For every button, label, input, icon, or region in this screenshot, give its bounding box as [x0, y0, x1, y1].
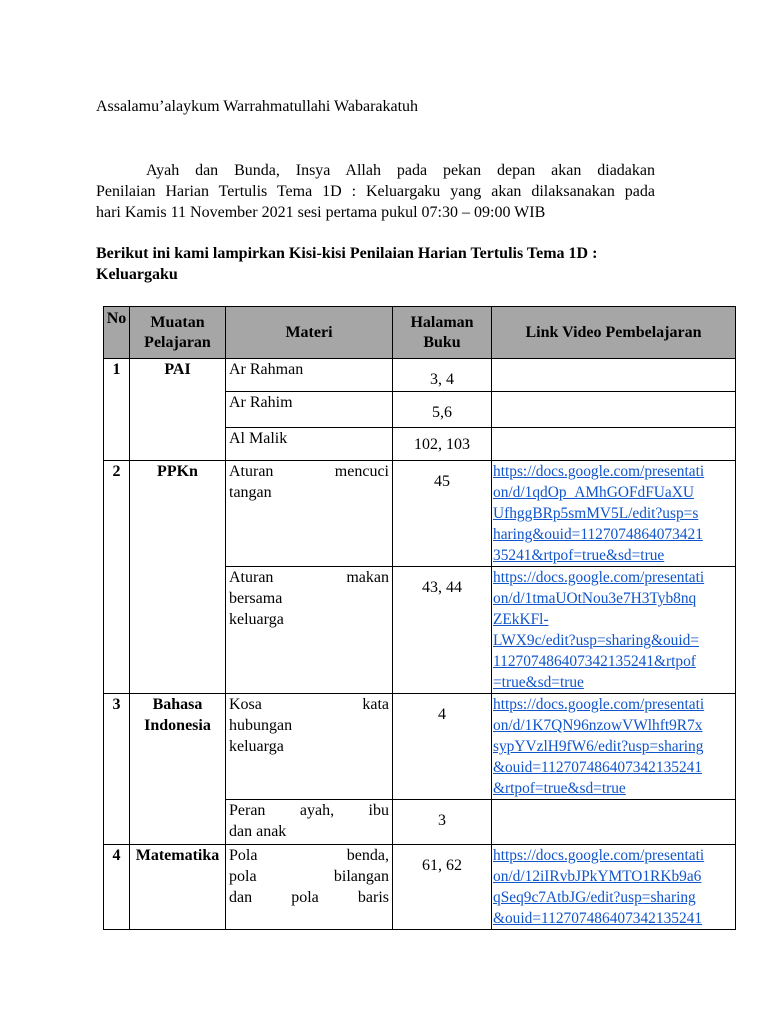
link-line: haring&ouid=1127074864073421: [493, 526, 703, 543]
materi-cell: [226, 567, 393, 694]
materi-line: Ar Rahim: [229, 394, 293, 411]
link-line: on/d/12iIRvbJPkYMTO1RKb9a6: [493, 868, 702, 885]
materi-cell: [226, 461, 393, 567]
header-link: Link Video Pembelajaran: [492, 307, 736, 359]
materi-line: hubungan: [229, 717, 293, 734]
link-cell: [492, 428, 736, 461]
link-line: ZEkKFl-: [493, 611, 549, 628]
materi-line: Ar Rahman: [229, 361, 304, 378]
intro-line: Ayah dan Bunda, Insya Allah pada pekan depan akan diadakan: [146, 162, 655, 179]
table-row: [104, 359, 736, 392]
header-halaman-line1: Halaman: [410, 313, 474, 331]
halaman-cell: 43, 44: [393, 567, 492, 694]
link-line: https://docs.google.com/presentati: [493, 463, 705, 480]
header-halaman-line2: Buku: [423, 333, 461, 351]
materi-line: pola bilangan: [229, 868, 389, 885]
materi-cell: [226, 428, 393, 461]
link-cell: [492, 461, 736, 567]
link-line: qSeq9c7AtbJG/edit?usp=sharing: [493, 889, 696, 906]
video-link[interactable]: [493, 567, 734, 693]
header-no: No: [104, 307, 130, 359]
table-row: [104, 461, 736, 567]
kisi-kisi-table: [103, 306, 736, 930]
subject-line: Bahasa: [152, 696, 203, 713]
link-line: UfhggBRp5smMV5L/edit?usp=s: [493, 505, 699, 522]
subject-cell: PPKn: [130, 461, 226, 694]
link-line: &rtpof=true&sd=true: [493, 780, 626, 797]
row-number: 1: [104, 359, 130, 461]
subject-cell: Matematika: [130, 845, 226, 930]
link-cell: [492, 359, 736, 392]
materi-line: bersama: [229, 590, 283, 607]
halaman-cell: 3, 4: [393, 359, 492, 392]
subject-cell: PAI: [130, 359, 226, 461]
section-heading: [96, 243, 666, 285]
link-line: on/d/1tmaUOtNou3e7H3Tyb8nq: [493, 590, 697, 607]
halaman-cell: 4: [393, 694, 492, 800]
materi-cell: [226, 800, 393, 845]
intro-line: hari Kamis 11 November 2021 sesi pertama pukul 07:30 – 09:00 WIB: [96, 204, 546, 221]
link-line: =true&sd=true: [493, 674, 584, 691]
video-link[interactable]: [493, 845, 734, 929]
link-line: https://docs.google.com/presentati: [493, 847, 705, 864]
link-line: on/d/1K7QN96nzowVWlhft9R7x: [493, 717, 703, 734]
link-cell: [492, 694, 736, 800]
materi-line: keluarga: [229, 738, 284, 755]
link-cell: [492, 800, 736, 845]
heading-line: Berikut ini kami lampirkan Kisi-kisi Penilaian Harian Tertulis Tema 1D :: [96, 245, 598, 262]
table-header-row: [104, 307, 736, 359]
materi-line: Kosa kata: [229, 696, 389, 713]
link-line: LWX9c/edit?usp=sharing&ouid=: [493, 632, 699, 649]
halaman-cell: 3: [393, 800, 492, 845]
table-row: [104, 694, 736, 800]
link-line: on/d/1qdOp_AMhGOFdFUaXU: [493, 484, 694, 501]
halaman-cell: 102, 103: [393, 428, 492, 461]
halaman-cell: 5,6: [393, 392, 492, 428]
table-row: [104, 845, 736, 930]
link-line: sypYVzlH9fW6/edit?usp=sharing: [493, 738, 704, 755]
video-link[interactable]: [493, 461, 734, 566]
materi-line: Al Malik: [229, 430, 288, 447]
header-muatan: [130, 307, 226, 359]
materi-line: dan pola baris: [229, 889, 389, 906]
materi-line: Aturan makan: [229, 569, 389, 586]
link-line: https://docs.google.com/presentati: [493, 696, 705, 713]
greeting: Assalamu’alaykum Warrahmatullahi Wabarakatuh: [96, 98, 419, 115]
header-materi: Materi: [226, 307, 393, 359]
intro-line: Penilaian Harian Tertulis Tema 1D : Keluargaku yang akan dilaksanakan pada: [96, 183, 655, 200]
link-cell: [492, 392, 736, 428]
materi-line: tangan: [229, 484, 272, 501]
row-number: 4: [104, 845, 130, 930]
link-line: https://docs.google.com/presentati: [493, 569, 705, 586]
row-number: 2: [104, 461, 130, 694]
halaman-cell: 61, 62: [393, 845, 492, 930]
video-link[interactable]: [493, 694, 734, 799]
materi-cell: [226, 694, 393, 800]
materi-cell: [226, 359, 393, 392]
halaman-cell: 45: [393, 461, 492, 567]
header-halaman: [393, 307, 492, 359]
header-muatan-line2: Pelajaran: [144, 333, 211, 351]
row-number: 3: [104, 694, 130, 845]
heading-line: Keluargaku: [96, 266, 178, 283]
link-line: 35241&rtpof=true&sd=true: [493, 547, 665, 564]
materi-line: dan anak: [229, 823, 287, 840]
link-line: &ouid=112707486407342135241: [493, 759, 703, 776]
header-muatan-line1: Muatan: [150, 313, 205, 331]
materi-cell: [226, 845, 393, 930]
link-cell: [492, 567, 736, 694]
link-line: &ouid=112707486407342135241: [493, 910, 703, 927]
materi-line: Peran ayah, ibu: [229, 802, 389, 819]
materi-line: Pola benda,: [229, 847, 389, 864]
subject-line: Indonesia: [144, 717, 211, 734]
link-line: 112707486407342135241&rtpof: [493, 653, 696, 670]
materi-line: keluarga: [229, 611, 284, 628]
link-cell: [492, 845, 736, 930]
materi-cell: [226, 392, 393, 428]
intro-paragraph: [96, 160, 655, 223]
subject-cell: [130, 694, 226, 845]
materi-line: Aturan mencuci: [229, 463, 389, 480]
